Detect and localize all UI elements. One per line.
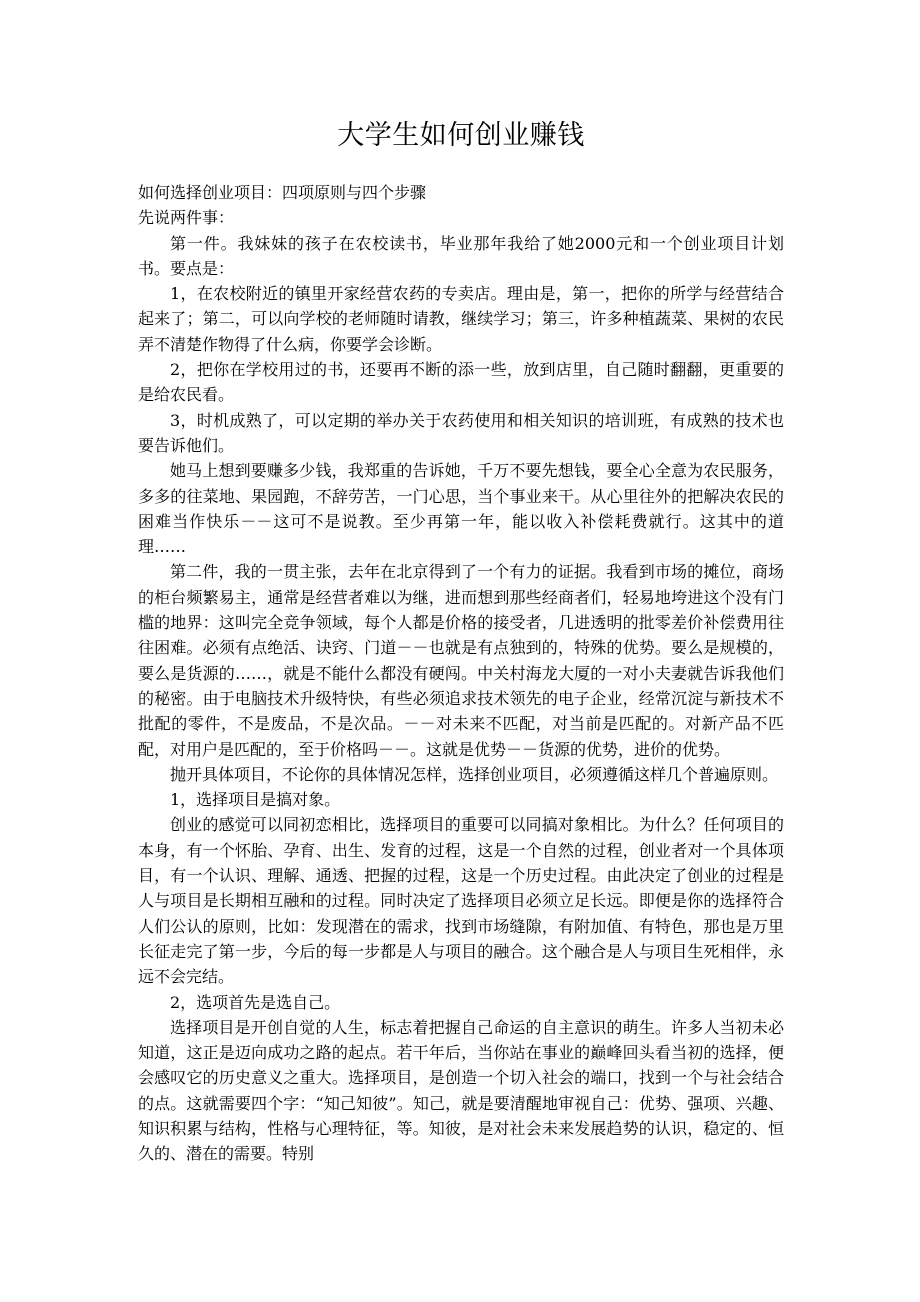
paragraph: 2，选项首先是选自己。 bbox=[170, 992, 341, 1012]
paragraph: 抛开具体项目，不论你的具体情况怎样，选择创业项目，必须遵循这样几个普遍原则。 bbox=[170, 764, 779, 784]
paragraph: 2，把你在学校用过的书，还要再不断的添一些，放到店里，自己随时翻翻，更重要的是给农民看。 bbox=[138, 360, 784, 405]
document-body bbox=[138, 180, 784, 1167]
paragraph: 创业的感觉可以同初恋相比，选择项目的重要可以同搞对象相比。为什么？任何项目的本身，有一个怀胎、孕育、出生、发育的过程，这是一个自然的过程，创业者对一个具体项目，有一个认识、理解、通透、把握的过程，这是一个历史过程。由此决定了创业的过程是人与项目是长期相互融和的过程。同时决定了选择项目必须立足长远。即便是你的选择符合人们公认的原则，比如：发现潜在的需求，找到市场缝隙，有附加值、有特色，那也是万里长征走完了第一步，今后的每一步都是人与项目的融合。这个融合是人与项目生死相伴，永远不会完结。 bbox=[138, 815, 784, 987]
paragraph: 她马上想到要赚多少钱，我郑重的告诉她，千万不要先想钱，要全心全意为农民服务，多多的往菜地、果园跑，不辞劳苦，一门心思，当个事业来干。从心里往外的把解决农民的困难当作快乐－－这可不是说教。至少再第一年，能以收入补偿耗费就行。这其中的道理…… bbox=[138, 461, 784, 557]
paragraph: 3，时机成熟了，可以定期的举办关于农药使用和相关知识的培训班，有成熟的技术也要告诉他们。 bbox=[138, 410, 784, 455]
paragraph: 第二件，我的一贯主张，去年在北京得到了一个有力的证据。我看到市场的摊位，商场的柜台频繁易主，通常是经营者难以为继，进而想到那些经商者们，轻易地垮进这个没有门槛的地界：这叫完全竞争领域，每个人都是价格的接受者，几进透明的批零差价补偿费用往往困难。必须有点绝活、诀窍、门道－－也就是有点独到的，特殊的优势。要么是规模的，要么是货源的……，就是不能什么都没有硬闯。中关村海龙大厦的一对小夫妻就告诉我他们的秘密。由于电脑技术升级特快，有些必须追求技术领先的电子企业，经常沉淀与新技术不批配的零件，不是废品，不是次品。－－对未来不匹配，对当前是匹配的。对新产品不匹配，对用户是匹配的，至于价格吗－－。这就是优势－－货源的优势，进价的优势。 bbox=[138, 562, 784, 759]
document-page bbox=[138, 0, 784, 1167]
document-title: 大学生如何创业赚钱 bbox=[337, 120, 585, 151]
paragraph: 第一件。我妹妹的孩子在农校读书，毕业那年我给了她2000元和一个创业项目计划书。要点是： bbox=[138, 233, 784, 278]
paragraph: 1，选择项目是搞对象。 bbox=[170, 790, 341, 810]
paragraph: 先说两件事： bbox=[138, 208, 235, 228]
paragraph: 1，在农校附近的镇里开家经营农药的专卖店。理由是，第一，把你的所学与经营结合起来了；第二，可以向学校的老师随时请教，继续学习；第三，许多种植蔬菜、果树的农民弄不清楚作物得了什么病，你要学会诊断。 bbox=[138, 284, 784, 354]
paragraph: 如何选择创业项目：四项原则与四个步骤 bbox=[138, 183, 427, 202]
paragraph: 选择项目是开创自觉的人生，标志着把握自己命运的自主意识的萌生。许多人当初未必知道，这正是迈向成功之路的起点。若干年后，当你站在事业的巅峰回头看当初的选择，便会感叹它的历史意义之重大。选择项目，是创造一个切入社会的端口，找到一个与社会结合的点。这就需要四个字：“知己知彼”。知己，就是要清醒地审视自己：优势、强项、兴趣、知识积累与结构，性格与心理特征，等。知彼，是对社会未来发展趋势的认识，稳定的、恒久的、潜在的需要。特别 bbox=[138, 1017, 784, 1164]
